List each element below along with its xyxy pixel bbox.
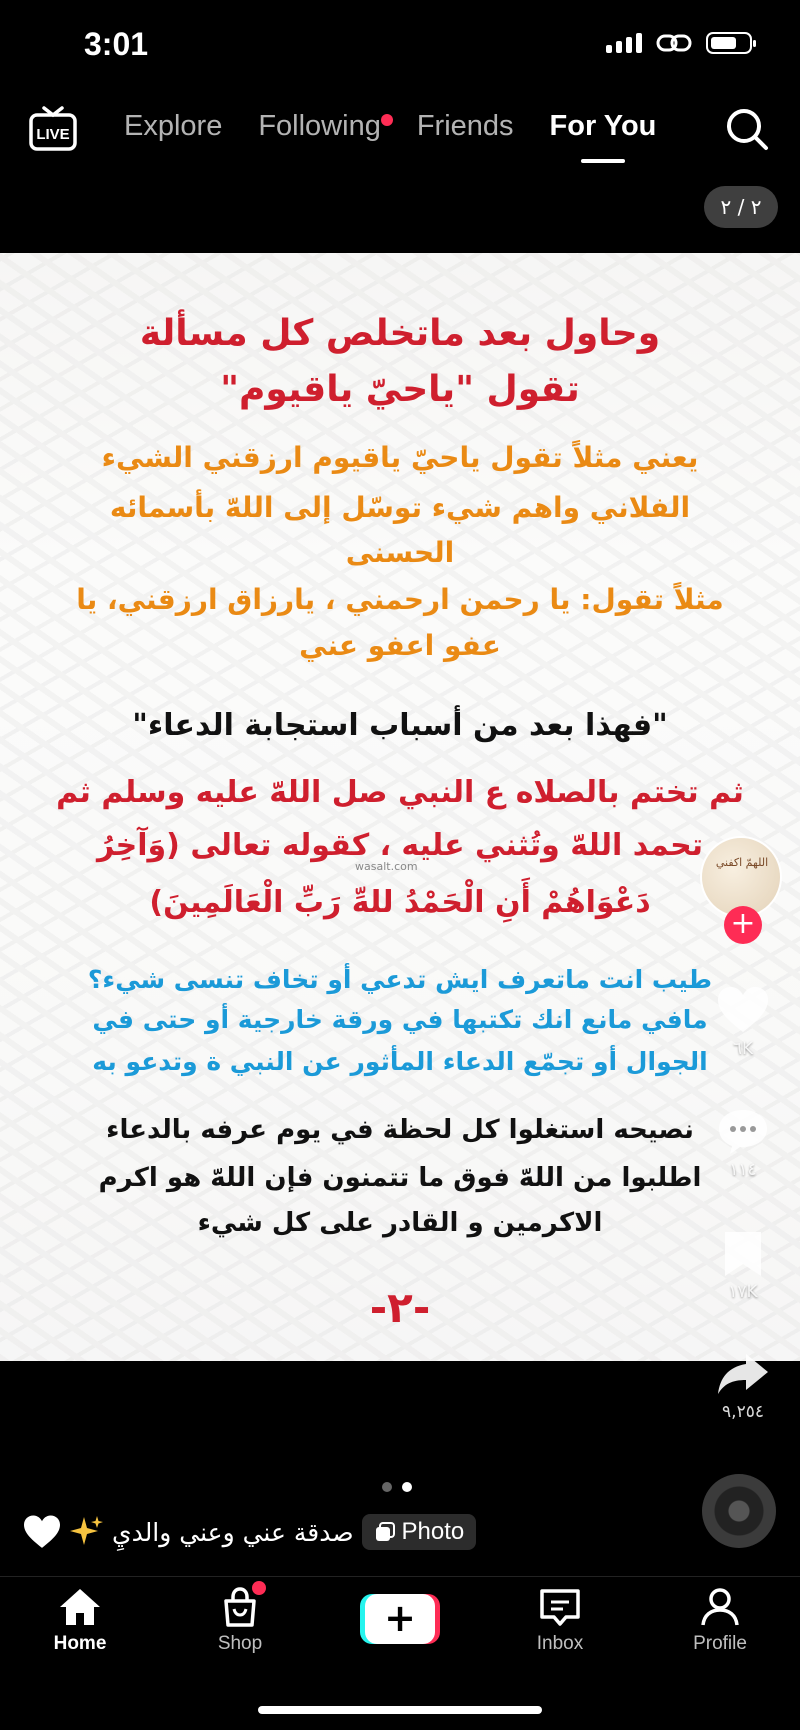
post-image[interactable]: [0, 253, 800, 1361]
profile-icon: [698, 1587, 742, 1627]
nav-home-label: Home: [53, 1633, 107, 1654]
post-line: عفو اعفو عني: [299, 629, 501, 662]
action-rail: [690, 0, 800, 1500]
post-line: طيب انت ماتعرف ايش تدعي أو تخاف تنسى شيء؟: [87, 965, 713, 994]
share-icon: [716, 1350, 770, 1398]
comment-count: ١١٤: [729, 1160, 757, 1180]
post-line: دَعْوَاهُمْ أَنِ الْحَمْدُ للهِّ رَبِّ الْعَالَمِينَ): [149, 885, 651, 920]
tab-following[interactable]: [258, 110, 381, 143]
post-line: اطلبوا من اللهّ فوق ما تتمنون فإن اللهّ هو اكرم: [98, 1163, 702, 1193]
caption-text: صدقة عني وعني والديِ: [112, 1517, 354, 1547]
post-line: مافي مانع انك تكتبها في ورقة خارجية أو حتى في: [92, 1005, 708, 1034]
post-line: ثم تختم بالصلاه ع النبي صل اللهّ عليه وسلم ثم: [56, 775, 744, 810]
like-action[interactable]: [706, 985, 780, 1059]
like-count: ٦K: [732, 1039, 754, 1059]
inbox-icon: [538, 1587, 582, 1627]
post-line: مثلاً تقول: يا رحمن ارحمني ، يارزاق ارزقني، يا: [76, 583, 724, 616]
tab-friends[interactable]: Friends: [416, 110, 514, 142]
post-line: يعني مثلاً تقول ياحيّ ياقيوم ارزقني الشيء: [101, 441, 699, 474]
svg-text:LIVE: LIVE: [36, 126, 70, 143]
nav-shop[interactable]: [180, 1587, 300, 1655]
save-action[interactable]: [706, 1230, 780, 1302]
post-line: تقول "ياحيّ ياقيوم": [220, 369, 580, 410]
save-count: ١٧K: [728, 1282, 758, 1302]
photo-icon: [374, 1521, 396, 1543]
shop-notification-dot: [252, 1581, 266, 1595]
create-button[interactable]: [360, 1594, 440, 1644]
top-nav: [0, 100, 800, 170]
carousel-dot: [382, 1482, 392, 1492]
nav-profile[interactable]: [660, 1587, 780, 1655]
feed-tabs: [124, 110, 656, 143]
music-disc[interactable]: [702, 1474, 776, 1548]
nav-shop-label: Shop: [217, 1633, 263, 1654]
photo-label: Photo: [401, 1518, 465, 1545]
post-page-number: -٢-: [369, 1283, 431, 1332]
post-line: نصيحه استغلوا كل لحظة في يوم عرفه بالدعاء: [106, 1115, 694, 1145]
live-icon[interactable]: [28, 106, 78, 152]
home-icon: [58, 1587, 102, 1627]
page-counter: ٢ / ٢: [704, 186, 778, 228]
sparkles-icon: [70, 1515, 104, 1549]
tab-for-you[interactable]: For You: [549, 110, 657, 142]
plus-icon: +: [365, 1594, 435, 1644]
home-indicator: [258, 1706, 542, 1714]
nav-inbox-label: Inbox: [536, 1633, 584, 1654]
signal-icon: [606, 33, 642, 53]
post-line: تحمد اللهّ وتُثني عليه ، كقوله تعالى (وَآخِرُ: [96, 828, 704, 863]
status-time: 3:01: [84, 26, 149, 62]
tab-explore[interactable]: Explore: [124, 110, 223, 142]
comment-action[interactable]: [706, 1106, 780, 1180]
post-line: الحسنى: [345, 536, 455, 569]
photo-chip[interactable]: [362, 1514, 477, 1550]
notification-dot: [381, 114, 393, 126]
tab-following-label: Following: [258, 110, 381, 142]
heart-icon: [716, 985, 770, 1035]
post-line: الاكرمين و القادر على كل شيء: [197, 1208, 603, 1238]
comment-icon: [716, 1106, 770, 1156]
carousel-indicator: [382, 1482, 412, 1492]
nav-profile-label: Profile: [693, 1633, 747, 1654]
carousel-dot-active: [402, 1482, 412, 1492]
bookmark-icon: [721, 1230, 765, 1278]
status-bar: [0, 0, 800, 90]
share-action[interactable]: [706, 1350, 780, 1422]
post-line: الفلاني واهم شيء توسّل إلى اللهّ بأسمائه: [109, 491, 691, 524]
nav-home[interactable]: [20, 1587, 140, 1655]
watermark: wasalt.com: [355, 860, 418, 873]
heart-icon: [22, 1514, 62, 1550]
share-count: ٩,٢٥٤: [722, 1402, 764, 1422]
nav-inbox[interactable]: [500, 1587, 620, 1655]
post-line: الجوال أو تجمّع الدعاء المأثور عن النبي ة وتدعو به: [92, 1047, 708, 1076]
post-line: "فهذا بعد من أسباب استجابة الدعاء": [132, 708, 668, 743]
link-icon: [656, 32, 692, 54]
post-line: وحاول بعد ماتخلص كل مسألة: [139, 313, 661, 354]
avatar-text: اللهمّ اكفني: [715, 856, 769, 869]
follow-button[interactable]: +: [724, 906, 762, 944]
caption[interactable]: [22, 1514, 476, 1550]
